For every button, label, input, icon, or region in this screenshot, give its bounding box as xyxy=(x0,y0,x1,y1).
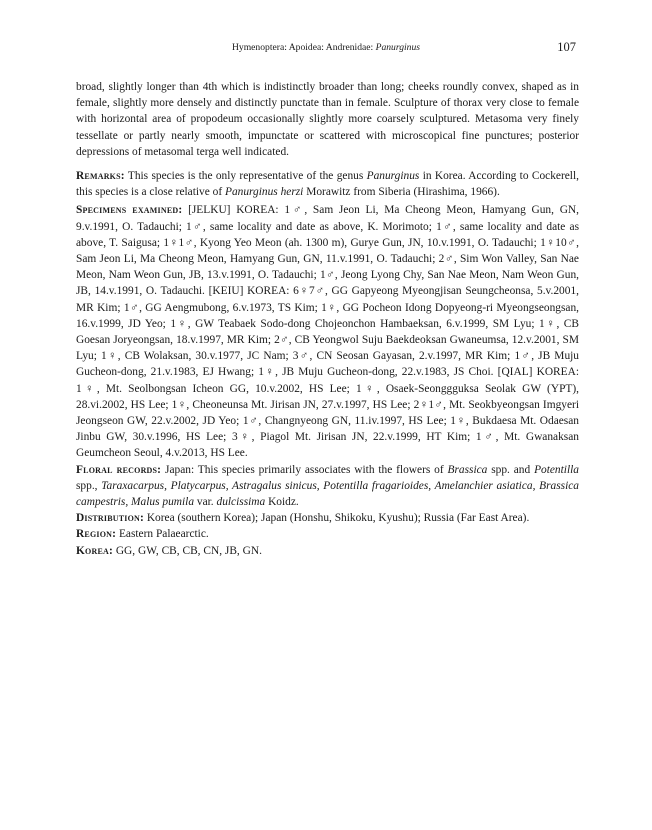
distribution-heading: Distribution: xyxy=(76,512,144,525)
page-number: 107 xyxy=(557,40,576,54)
korea-text: GG, GW, CB, CB, CN, JB, GN. xyxy=(112,544,262,557)
running-head xyxy=(76,42,576,58)
region-heading: Region: xyxy=(76,528,117,541)
floral-text-3: spp., xyxy=(76,479,102,492)
remarks-heading: Remarks: xyxy=(76,170,125,183)
remarks-genus: Panurginus xyxy=(366,170,420,183)
specimens-text: [JELKU] KOREA: 1♂, Sam Jeon Li, Ma Cheong Meon, Hamyang Gun, GN, 9.v.1991, O. Tadauchi; 1♂, same locality and date as above, K. Morimoto; 1♂, same locality and date as above, T. Saigusa; 1♀1♂, Kyong Yeo Meon (ah. 1300 m), Gurye Gun, JN, 10.v.1991, O. Tadauchi; 1♀10♂, Sam Jeon Li, Ma Cheong Meon, Hamyang Gun, GN, 11.v.1991, O. Tadauchi; 2♂, Sim Won Valley, San Nae Meon, Nam Weon Gun, JB, 13.v.1991, O. Tadauchi; 1♂, Jeong Lyong Chy, San Nae Meon, Nam Weon Gun, JB, 14.v.1991, O. Tadauchi. [KEIU] KOREA: 6♀7♂, GG Gapyeong Myeongjisan Seungcheonsa, 5.v.2001, MR Kim; 1♂, GG Aengmubong, 6.v.1973, TS Kim; 1♀, GG Pocheon Idong Dopyeong-ri Myeongseongsan, 16.v.1999, JD Yeo; 1♀, GW Teabaek Sodo-dong Chojeonchon Hambaeksan, 6.v.1999, SM Lyu; 1♀, CB Goesan Joryeongsan, 18.v.1997, MR Kim; 2♂, CB Yeongwol Suju Baekdeoksan Gwaneumsa, 12.v.2001, SM Lyu; 1♀, CB Wolaksan, 30.v.1977, JC Nam; 3♂, CN Seosan Gayasan, 2.v.1997, MR Kim; 1♂, JB Muju Gucheon-dong, 21.v.1983, EJ Hwang; 1♀, JB Muju Gucheon-dong, 22.v.1983, JS Choi. [QIAL] KOREA: 1♀, Mt. Seolbongsan Icheon GG, 10.v.2002, HS Lee; 1♀, Osaek-Seonggguksa Seolak GW (YPT), 28.vi.2002, HS Lee; 1♀, Cheoneunsa Mt. Jirisan JN, 27.v.1997, HS Lee; 2♀1♂, Mt. Seokbyeongsan Imgyeri Jeongseon GW, 22.v.2002, JD Yeo; 1♂, Changnyeong GN, 11.iv.1997, HS Lee; 1♀, Bukdaesa Mt. Odaesan Jinbu GW, 30.v.1996, HS Lee; 3♀, Piagol Mt. Jirisan JN, 22.v.1999, HT Kim; 1♂, Mt. Gwanaksan Geumcheon Seoul, 4.v.2013, HS Lee. xyxy=(76,204,579,460)
specimens-paragraph xyxy=(76,202,579,461)
distribution-text: Korea (southern Korea); Japan (Honshu, Shikoku, Kyushu); Russia (Far East Area). xyxy=(143,512,530,525)
floral-heading: Floral records: xyxy=(76,463,162,476)
specimens-heading: Specimens examined: xyxy=(76,204,183,217)
floral-text-1: Japan: This species primarily associates with the flowers of xyxy=(161,463,448,476)
main-content xyxy=(76,79,579,559)
remarks-text-1: This species is the only representative of the genus xyxy=(124,170,367,183)
continuation-paragraph: broad, slightly longer than 4th which is indistinctly broader than long; cheeks roundly convex, shaped as in female, slightly more densely and distinctly punctate than in female. Sculpture of thorax very close to female with horizontal area of propodeum occasionally slightly more coarsely sculptured. Metasoma very finely tessellate or partly nearly smooth, impunctate or scattered with microscopical fine punctures; posterior depressions of metasomal terga well indicated. xyxy=(76,81,579,158)
running-head-genus: Panurginus xyxy=(375,42,421,53)
korea-paragraph xyxy=(76,543,579,559)
remarks-text-3: Morawitz from Siberia (Hirashima, 1966). xyxy=(303,186,500,199)
distribution-paragraph xyxy=(76,510,579,526)
remarks-species: Panurginus herzi xyxy=(224,186,304,199)
remarks-text-2: in Korea. According to Cockerell, this species is a close relative of xyxy=(76,170,579,199)
floral-text-5: Koidz. xyxy=(265,496,299,509)
floral-taxa-1: Brassica xyxy=(447,463,488,476)
region-paragraph xyxy=(76,526,579,542)
running-head-text: Hymenoptera: Apoidea: Andrenidae: xyxy=(231,42,376,53)
floral-taxa-4: dulcissima xyxy=(216,496,266,509)
floral-text-4: var. xyxy=(194,496,217,509)
floral-paragraph xyxy=(76,462,579,511)
korea-heading: Korea: xyxy=(76,544,113,557)
floral-taxa-2: Potentilla xyxy=(534,463,579,476)
remarks-paragraph xyxy=(76,168,579,200)
floral-taxa-3: Taraxacarpus, Platycarpus, Astragalus sinicus, Potentilla fragarioides, Amelanchier asiatica, Brassica campestris, Malus pumila xyxy=(76,479,579,509)
floral-text-2: spp. and xyxy=(487,463,535,476)
region-text: Eastern Palaearctic. xyxy=(116,528,209,541)
